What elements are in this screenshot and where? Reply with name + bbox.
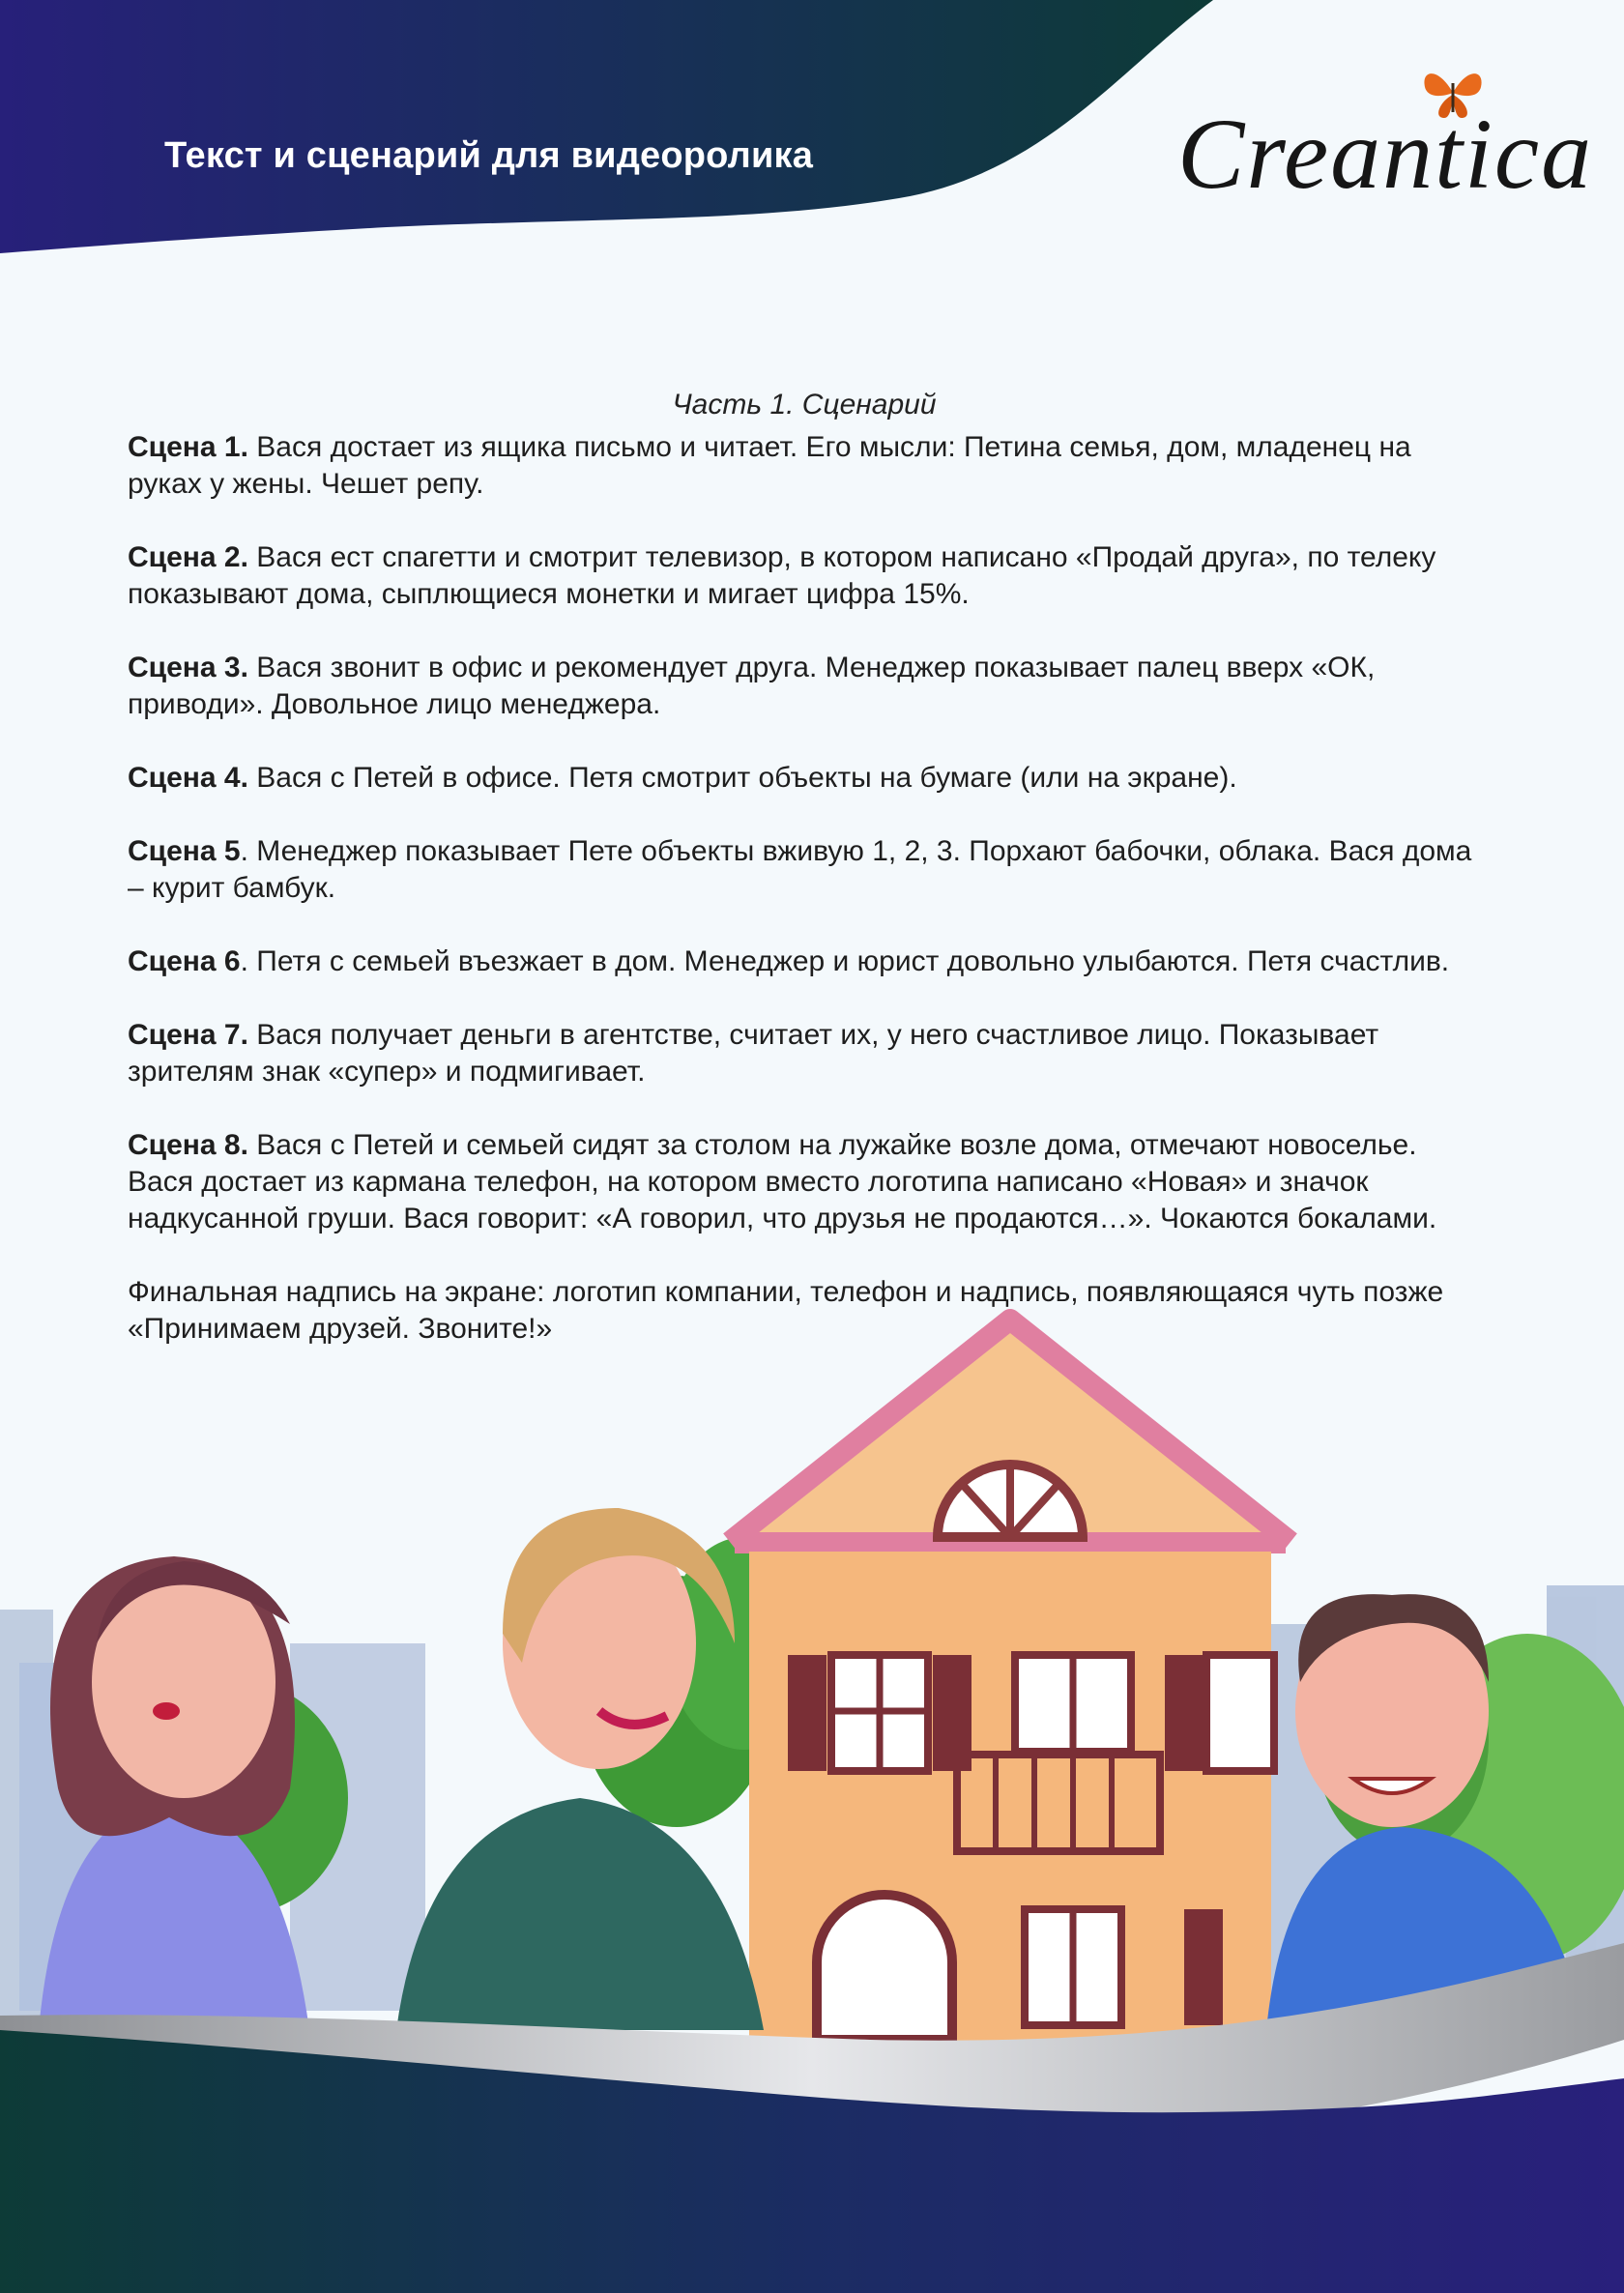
scene-text: Вася звонит в офис и рекомендует друга. Менеджер показывает палец вверх «ОК, приводи». Довольное лицо менеджера. bbox=[128, 652, 1376, 720]
scene-6 bbox=[128, 943, 1481, 980]
scene-3 bbox=[128, 650, 1481, 723]
scene-text: Вася достает из ящика письмо и читает. Его мысли: Петина семья, дом, младенец на руках у жены. Чешет репу. bbox=[128, 431, 1411, 500]
scene-label: Сцена 5 bbox=[128, 835, 241, 867]
header-wave bbox=[0, 0, 1213, 253]
scene-text: Вася с Петей в офисе. Петя смотрит объекты на бумаге (или на экране). bbox=[247, 762, 1237, 794]
scene-label: Сцена 1. bbox=[128, 431, 248, 463]
scene-7 bbox=[128, 1017, 1481, 1090]
scene-1 bbox=[128, 429, 1481, 503]
scene-5 bbox=[128, 833, 1481, 907]
scene-label: Сцена 8. bbox=[128, 1129, 248, 1161]
scene-text: Вася ест спагетти и смотрит телевизор, в котором написано «Продай друга», по телеку показывают дома, сыплющиеся монетки и мигает цифра 15%. bbox=[128, 541, 1436, 610]
scene-text: . Менеджер показывает Пете объекты вживую 1, 2, 3. Порхают бабочки, облака. Вася дома – курит бамбук. bbox=[128, 835, 1472, 904]
scene-label: Сцена 6 bbox=[128, 945, 241, 977]
scene-8 bbox=[128, 1127, 1481, 1237]
scene-label: Сцена 7. bbox=[128, 1019, 248, 1051]
house-illustration bbox=[730, 1320, 1290, 2054]
scene-text: . Петя с семьей въезжает в дом. Менеджер и юрист довольно улыбаются. Петя счастлив. bbox=[240, 945, 1450, 977]
scene-label: Сцена 3. bbox=[128, 652, 248, 683]
scene-text: Вася с Петей и семьей сидят за столом на лужайке возле дома, отмечают новоселье. Вася достает из кармана телефон, на котором вместо логотипа написано «Новая» и значок надкусанной груши. Вася говорит: «А говорил, что друзья не продаются…». Чокаются бокалами. bbox=[128, 1129, 1437, 1234]
scene-4 bbox=[128, 760, 1481, 797]
scene-label: Сцена 2. bbox=[128, 541, 248, 573]
company-logo: Creantica bbox=[1177, 99, 1594, 210]
header-title: Текст и сценарий для видеоролика bbox=[164, 135, 814, 176]
final-caption: Финальная надпись на экране: логотип компании, телефон и надпись, появляющаяся чуть позже «Принимаем друзей. Звоните!» bbox=[128, 1276, 1444, 1345]
scene-text: Вася получает деньги в агентстве, считает их, у него счастливое лицо. Показывает зрителям знак «супер» и подмигивает. bbox=[128, 1019, 1379, 1088]
scene-2 bbox=[128, 539, 1481, 613]
section-heading: Часть 1. Сценарий bbox=[672, 389, 937, 421]
script-content bbox=[128, 387, 1481, 1348]
scene-label: Сцена 4. bbox=[128, 762, 248, 794]
